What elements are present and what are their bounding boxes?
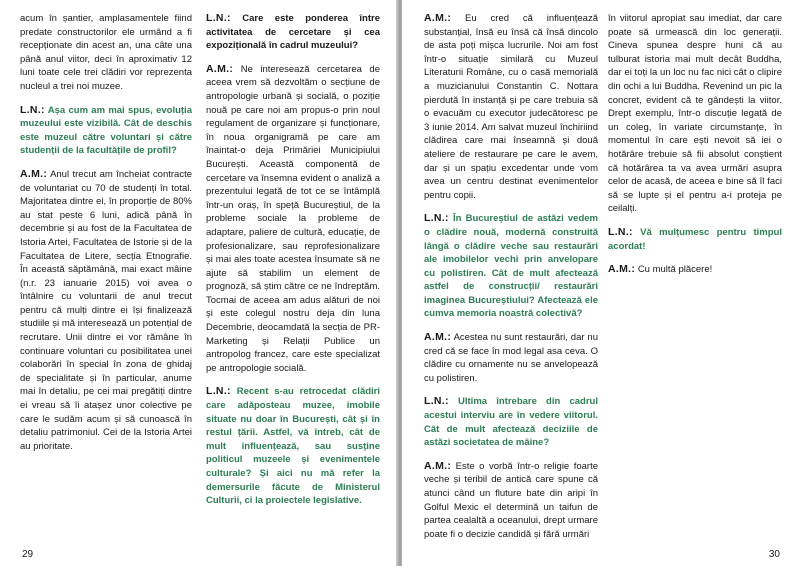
- question-paragraph: L.N.: Recent s-au retrocedat clădiri care adăposteau muzee, imobile situate nu doar în București, cât și în restul țării. Astfel, vă întreb, cât de mult influențează, sau susține politicul muzeele și evenimentele culturale? Și aici nu mă refer la demersurile făcute de Ministerul Culturii, ci la proiectele legislative.: [206, 385, 381, 507]
- answer-paragraph: A.M.: Acestea nu sunt restaurări, dar nu cred că se face în mod legal asa ceva. O clădire cu ornamente nu se anvelopează cu polistiren.: [424, 331, 598, 384]
- paragraph: acum în șantier, amplasamentele fiind predate constructorilor ele urmând a fi recepționate din acest an, una câte una până anul viitor, deci în aproximativ 12 luni toate cele trei clădiri vor reprezenta nucleul a trei noi muzee.: [20, 13, 192, 92]
- left-column-1: [20, 12, 192, 463]
- answer-paragraph: A.M.: Ne interesează cercetarea de aceea vrem să dezvoltăm o secțiune de antropologie urbană și socială, o poziție nouă pe care noi am propus-o prin noul regulament de organizare și funcționare, în noua organigramă pe care am înaintat-o deja Primăriei Municipiului București. Această componentă de cercetare va însemna evident o analiză a prezentului legată de tot ce se întâmplă într-un oraș, în speță Bucureștiul, de la probleme sociale la probleme de adaptare, paliere de cultură, educație, de profesionalizare, sau reprofesionalizare și mai ales toate acestea însumate să ne ajute să stabilim un element de prognoză, să știm către ce ne îndreptăm. Tocmai de aceea am adus alături de noi și este colegul nostru deja din luna Decembrie, deocamdată la secția de PR-Marketing și Relații Publice un antropolog francez, care este specializat pe antropologie socială.: [206, 62, 380, 374]
- question-paragraph: L.N.: Așa cum am mai spus, evoluția muzeului este vizibilă. Cât de deschis este muzeul către voluntari și către studenții de la facultățile de profil?: [20, 103, 192, 157]
- page-number: 29: [22, 549, 34, 560]
- question-paragraph: L.N.: Care este ponderea între activitatea de cercetare și cea expozițională în cadrul muzeului?: [206, 12, 380, 52]
- answer-paragraph: A.M.: Este o vorbă într-o religie foarte veche și teribil de antică care spune că atunci când un fluture bate din aripi în Golful Mexic el determină un taifun de partea cealaltă a oceanului, drept urmare poate fi o decizie candidă și fără urmări: [424, 459, 598, 540]
- page-number: 30: [768, 549, 780, 560]
- right-page: [402, 0, 800, 566]
- question-paragraph: L.N.: În Bucureștiul de astăzi vedem o clădire nouă, modernă construită lângă o clădire veche sau restaurări ale imobilelor vechi prin anvelopare cu polistiren. Cât de mult afectează astfel de construcții/ restaurări imaginea Bucureștiului? Afectează ele cumva memoria noastră colectivă?: [424, 212, 599, 320]
- left-page: [0, 0, 398, 566]
- question-paragraph: L.N.: Ultima întrebare din cadrul acestui interviu are în vedere viitorul. Cât de mult afectează deciziile de astăzi societatea de mâine?: [424, 395, 598, 449]
- answer-paragraph: A.M.: Cu multă plăcere!: [608, 263, 713, 276]
- left-column-2: [206, 12, 380, 518]
- answer-paragraph: A.M.: Eu cred că influențează substanțial, însă eu însă că însă dincolo de asta poți mișca lucrurile. Noi am fost într-o situație similară cu Muzeul Literaturii Române, cu o casă memorială a muzicianului Constantin C. Nottara pierdută în instanță și pe care trebuia să o evacuăm cu executor judecătoresc pe 3 iunie 2014. Am salvat muzeul închiriind clădirea care mai înseamnă și două ateliere de restaurare pe care le avem, dar și un spațiu excedentar unde vom avea un centru destinat evenimentelor pentru copii.: [424, 12, 599, 201]
- right-column-2: [608, 12, 782, 287]
- right-column-1: [424, 12, 598, 551]
- answer-paragraph: A.M.: Anul trecut am încheiat contracte de voluntariat cu 70 de studenți în total. Majoritatea dintre ei, în proporție de 80% au stat peste 6 luni, adică până în decembrie și au fost de la Facultatea de Istoria Artei, Facultatea de Istorie și de la Facultatea de Litere, secția Etnografie. În această săptămână, mai exact mâine (n.r. 23 ianuarie 2015) voi avea o întâlnire cu voluntarii de anul trecut pentru că mulți dintre ei își finalizează studiile și mă interesează un potențial de recrutare. Unii dintre ei vor rămâne în continuare voluntari cu posibilitatea unei colaborări în special în zona de ghidaj de specialitate și în particular, anume mai în detaliu, pe cei mai pregătiți dintre ei vreau să îi atașez unor colective pe care le sudăm acum și să cunoască în detaliu patrimoniul. Cei de la Istoria Artei au prioritate.: [20, 167, 192, 452]
- paragraph: în viitorul apropiat sau imediat, dar care poate să urmească din loc generații. Cineva spunea despre huni că au tulburat istoria mai mult decât Buddha, dar ei toți la un loc nu fac nici cât o clipire din ochi a lui Buddha. Revenind un pic la concret, evident că te gândești la viitor. Drept exemplu, într-o discuție legată de un coleg, în variate circumstanțe, în momentul în care ești nevoit să iei o hotărâre trebuie să fii absolut conștient că hotărârea ta va avea urmări asupra celor de acasă, de aceea e bine să îl faci să se lupte și el pentru a-i proteja pe ceilalți.: [608, 13, 782, 215]
- question-paragraph: L.N.: Vă mulțumesc pentru timpul acordat!: [608, 225, 782, 252]
